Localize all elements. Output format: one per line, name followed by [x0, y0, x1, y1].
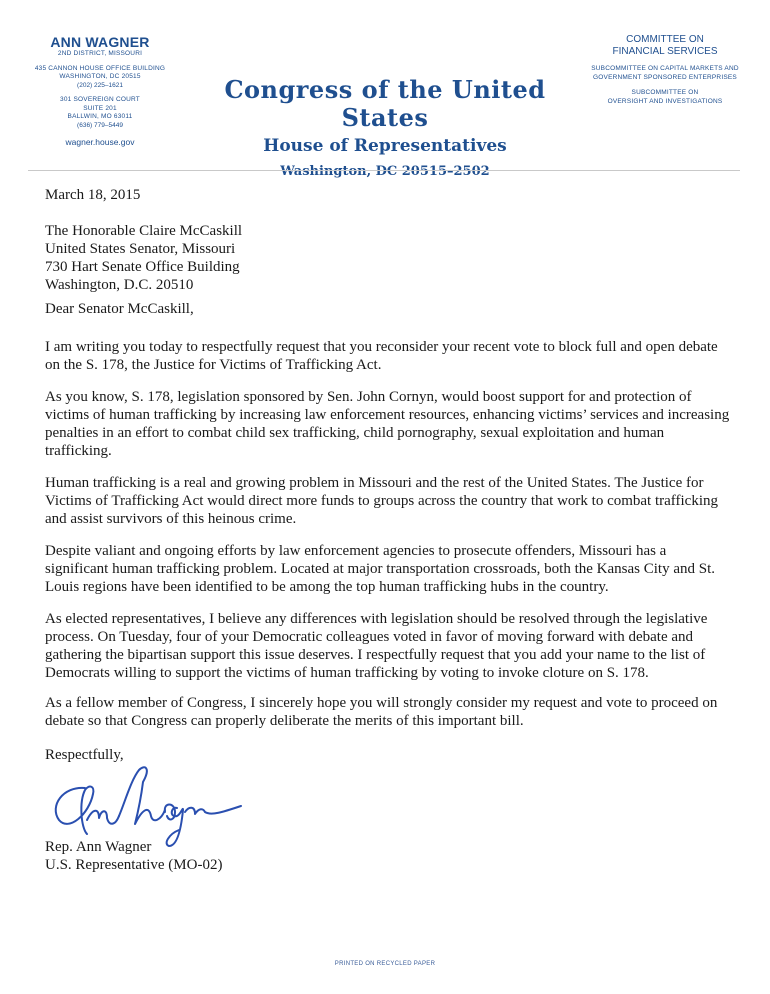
closing: Respectfully, [45, 747, 124, 763]
letterhead-address: Washington, DC 20515–2502 [280, 164, 490, 179]
member-name: ANN WAGNER [50, 34, 150, 50]
committee-block [575, 34, 755, 106]
district-office-line1: 301 SOVEREIGN COURT [60, 96, 140, 103]
paragraph-2: As you know, S. 178, legislation sponsored by Sen. John Cornyn, would boost support for and protection of victims of human trafficking by increasing law enforcement resources, enhancing victims’ services and increasing penalties in an effort to combat child sex trafficking, child pornography, sexual exploitation and human trafficking. [45, 389, 730, 459]
recipient-line2: United States Senator, Missouri [45, 241, 236, 257]
recipient-address [45, 222, 730, 294]
recipient-line4: Washington, D.C. 20510 [45, 277, 194, 293]
paragraph-6: As a fellow member of Congress, I sincerely hope you will strongly consider my request and vote to proceed on debate so that Congress can properly deliberate the merits of this important bill. [45, 695, 718, 729]
paragraph-1: I am writing you today to respectfully request that you reconsider your recent vote to block full and open debate on the S. 178, the Justice for Victims of Trafficking Act. [45, 339, 718, 373]
district-office-phone: (636) 779–5449 [77, 121, 123, 129]
district-office-line2: SUITE 201 [83, 104, 117, 112]
paragraph-4: Despite valiant and ongoing efforts by law enforcement agencies to prosecute offenders, Missouri has a significant human trafficking problem. Located at major transportation crossroads, both the Kansas City and St. Louis regions have been identified to be among the top human trafficking hubs in the country. [45, 543, 715, 595]
letterhead-house-title: House of Representatives [263, 136, 507, 156]
member-office-block [30, 34, 170, 147]
paragraph-5: As elected representatives, I believe any differences with legislation should be resolved through the legislative process. On Tuesday, four of your Democratic colleagues voted in favor of moving forward with debate and gathering the bipartisan support this issue deserves. I respectfully request that you add your name to the list of Democrats willing to support the victims of human trafficking by voting to invoke cloture on S. 178. [45, 611, 708, 681]
paragraph-3: Human trafficking is a real and growing problem in Missouri and the rest of the United States. The Justice for Victims of Trafficking Act would direct more funds to groups across the country that work to combat trafficking and assist survivors of this heinous crime. [45, 475, 719, 527]
salutation: Dear Senator McCaskill, [45, 301, 194, 317]
member-district: 2ND DISTRICT, MISSOURI [57, 50, 143, 57]
dc-office-phone: (202) 225–1621 [77, 81, 123, 89]
header-divider [28, 170, 740, 171]
district-office-line3: BALLWIN, MO 63011 [67, 113, 133, 120]
congress-letterhead [215, 76, 555, 182]
letterhead-congress-title: Congress of the United States [224, 75, 546, 132]
signer-title: U.S. Representative (MO-02) [45, 857, 223, 873]
subcommittee2-line2: OVERSIGHT AND INVESTIGATIONS [607, 97, 723, 105]
committee-line2: FINANCIAL SERVICES [612, 46, 718, 57]
handwritten-signature [45, 750, 245, 850]
signer-name: Rep. Ann Wagner [45, 839, 152, 855]
recipient-line3: 730 Hart Senate Office Building [45, 259, 240, 275]
dc-office-line1: 435 CANNON HOUSE OFFICE BUILDING [34, 64, 166, 72]
subcommittee1-line1: SUBCOMMITTEE ON CAPITAL MARKETS AND [591, 65, 739, 72]
subcommittee2-line1: SUBCOMMITTEE ON [631, 89, 699, 96]
signature-block [45, 838, 730, 874]
recycled-paper-note: PRINTED ON RECYCLED PAPER [334, 961, 436, 967]
committee-line1: COMMITTEE ON [626, 34, 704, 45]
dc-office-line2: WASHINGTON, DC 20515 [59, 73, 141, 80]
letter-date: March 18, 2015 [45, 187, 141, 203]
member-website: wagner.house.gov [65, 137, 135, 147]
recipient-line1: The Honorable Claire McCaskill [45, 223, 243, 239]
subcommittee1-line2: GOVERNMENT SPONSORED ENTERPRISES [593, 73, 737, 81]
